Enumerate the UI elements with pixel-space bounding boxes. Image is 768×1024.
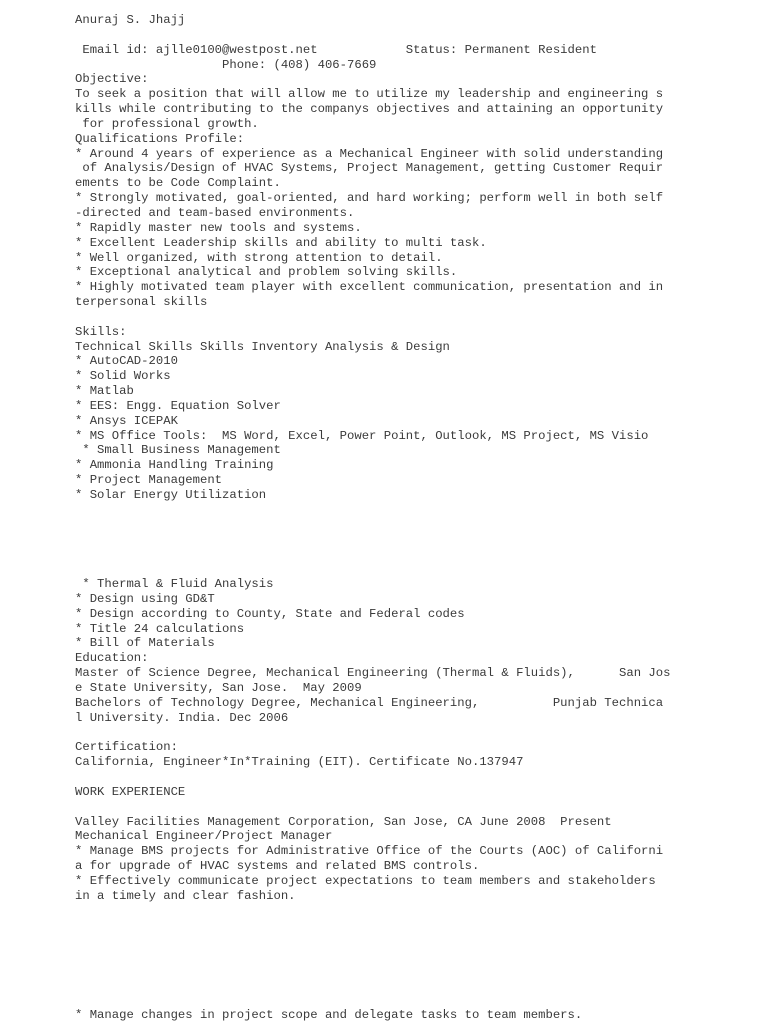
work-line: * Manage BMS projects for Administrative Office of the Courts (AOC) of Californi	[75, 844, 664, 859]
analysis-item: * Bill of Materials	[75, 636, 215, 651]
qualification-line: ements to be Code Complaint.	[75, 176, 281, 191]
education-line: l University. India. Dec 2006	[75, 710, 289, 725]
skills-heading: Skills:	[75, 324, 127, 339]
work-experience-heading: WORK EXPERIENCE	[75, 784, 186, 799]
contact-line: Email id: ajlle0100@westpost.net Status: Permanent Resident	[75, 42, 597, 57]
qualification-line: * Strongly motivated, goal-oriented, and hard working; perform well in both self	[75, 191, 664, 206]
education-line: Bachelors of Technology Degree, Mechanical Engineering, Punjab Technica	[75, 695, 664, 710]
skills-subheading: Technical Skills Skills Inventory Analysis & Design	[75, 339, 450, 354]
work-line: Valley Facilities Management Corporation, San Jose, CA June 2008 Present	[75, 814, 612, 829]
qualification-line: * Around 4 years of experience as a Mechanical Engineer with solid understanding	[75, 146, 664, 161]
qualification-line: * Excellent Leadership skills and ability to multi task.	[75, 235, 487, 250]
skill-item: * Solid Works	[75, 369, 171, 384]
analysis-item: * Design according to County, State and Federal codes	[75, 606, 465, 621]
skill-item: * MS Office Tools: MS Word, Excel, Power Point, Outlook, MS Project, MS Visio	[75, 428, 649, 443]
skill-item: * Small Business Management	[75, 443, 281, 458]
qualification-line: * Well organized, with strong attention to detail.	[75, 250, 443, 265]
work-line: Mechanical Engineer/Project Manager	[75, 829, 333, 844]
skill-item: * Matlab	[75, 384, 134, 399]
skill-item: * EES: Engg. Equation Solver	[75, 398, 281, 413]
objective-line: kills while contributing to the companys objectives and attaining an opportunity	[75, 102, 664, 117]
qualification-line: -directed and team-based environments.	[75, 205, 355, 220]
skill-item: * Solar Energy Utilization	[75, 488, 267, 502]
analysis-item: * Title 24 calculations	[75, 621, 245, 636]
education-heading: Education:	[75, 651, 149, 666]
objective-heading: Objective:	[75, 72, 149, 87]
qualification-line: * Exceptional analytical and problem solving skills.	[75, 265, 458, 280]
qualification-line: of Analysis/Design of HVAC Systems, Project Management, getting Customer Requir	[75, 161, 664, 176]
certification-line: California, Engineer*In*Training (EIT). Certificate No.137947	[75, 755, 524, 770]
certification-heading: Certification:	[75, 740, 178, 755]
qualification-line: terpersonal skills	[75, 295, 208, 310]
resume-document	[75, 13, 685, 1022]
skill-item: * AutoCAD-2010	[75, 354, 178, 369]
phone-line: Phone: (408) 406-7669	[75, 57, 377, 72]
work-line: * Manage changes in project scope and delegate tasks to team members.	[75, 1007, 583, 1022]
work-line: in a timely and clear fashion.	[75, 888, 296, 903]
work-line: a for upgrade of HVAC systems and related BMS controls.	[75, 859, 480, 874]
objective-line: for professional growth.	[75, 116, 259, 131]
qualification-line: * Highly motivated team player with excellent communication, presentation and in	[75, 280, 664, 295]
education-line: e State University, San Jose. May 2009	[75, 680, 362, 695]
objective-line: To seek a position that will allow me to utilize my leadership and engineering s	[75, 87, 664, 102]
applicant-name: Anuraj S. Jhajj	[75, 13, 186, 27]
analysis-item: * Design using GD&T	[75, 591, 215, 606]
qualification-line: * Rapidly master new tools and systems.	[75, 220, 362, 235]
skill-item: * Ansys ICEPAK	[75, 413, 178, 428]
skill-item: * Ammonia Handling Training	[75, 458, 274, 473]
work-line: * Effectively communicate project expectations to team members and stakeholders	[75, 873, 656, 888]
education-line: Master of Science Degree, Mechanical Engineering (Thermal & Fluids), San Jos	[75, 666, 671, 681]
skill-item: * Project Management	[75, 473, 223, 488]
qualifications-heading: Qualifications Profile:	[75, 131, 245, 146]
analysis-item: * Thermal & Fluid Analysis	[75, 577, 274, 592]
